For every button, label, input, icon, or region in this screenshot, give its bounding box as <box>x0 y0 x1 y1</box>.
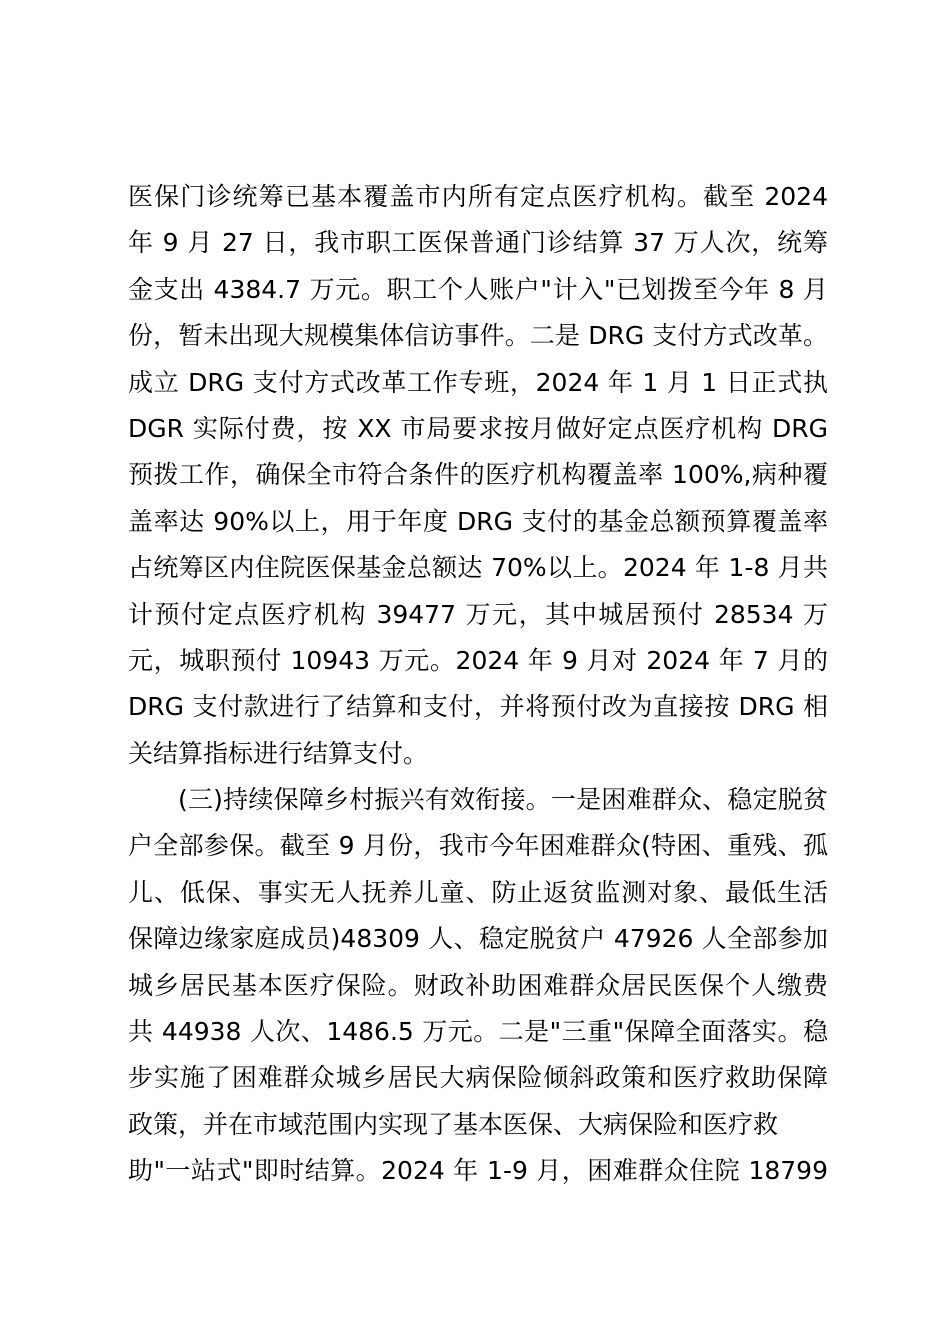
text-line: 年 9 月 27 日，我市职工医保普通门诊结算 37 万人次，统筹 <box>128 228 828 258</box>
text-line: 元，城职预付 10943 万元。2024 年 9 月对 2024 年 7 月的 <box>128 645 828 675</box>
text-line: 成立 DRG 支付方式改革工作专班，2024 年 1 月 1 日正式执 <box>128 367 828 397</box>
text-line: 户全部参保。截至 9 月份，我市今年困难群众(特困、重残、孤 <box>128 831 828 861</box>
text-line: 盖率达 90%以上，用于年度 DRG 支付的基金总额预算覆盖率 <box>128 506 828 536</box>
text-line: 计预付定点医疗机构 39477 万元，其中城居预付 28534 万 <box>128 599 828 629</box>
text-line: 预拨工作，确保全市符合条件的医疗机构覆盖率 100%,病种覆 <box>128 460 828 490</box>
text-line: 份，暂未出现大规模集体信访事件。二是 DRG 支付方式改革。 <box>128 321 828 351</box>
paragraph-end-line: 关结算指标进行结算支付。 <box>128 738 429 768</box>
text-line: 步实施了困难群众城乡居民大病保险倾斜政策和医疗救助保障 <box>128 1063 828 1093</box>
text-line: 医保门诊统筹已基本覆盖市内所有定点医疗机构。截至 2024 <box>128 182 828 211</box>
text-line: 城乡居民基本医疗保险。财政补助困难群众居民医保个人缴费 <box>128 970 828 1000</box>
text-line: 政策，并在市域范围内实现了基本医保、大病保险和医疗救 <box>128 1109 779 1139</box>
section-heading-line: (三)持续保障乡村振兴有效衔接。一是困难群众、稳定脱贫 <box>178 785 828 815</box>
text-line: 金支出 4384.7 万元。职工个人账户"计入"已划拨至今年 8 月 <box>128 274 828 304</box>
text-line: 保障边缘家庭成员)48309 人、稳定脱贫户 47926 人全部参加 <box>128 924 828 954</box>
body-text <box>128 174 828 1195</box>
text-line: 儿、低保、事实无人抚养儿童、防止返贫监测对象、最低生活 <box>128 877 828 907</box>
text-line: DGR 实际付费，按 XX 市局要求按月做好定点医疗机构 DRG <box>128 413 828 443</box>
text-line: 助"一站式"即时结算。2024 年 1-9 月，困难群众住院 18799 <box>128 1156 828 1186</box>
text-line: DRG 支付款进行了结算和支付，并将预付改为直接按 DRG 相 <box>128 692 828 722</box>
text-line: 占统筹区内住院医保基金总额达 70%以上。2024 年 1-8 月共 <box>128 553 828 583</box>
text-line: 共 44938 人次、1486.5 万元。二是"三重"保障全面落实。稳 <box>128 1017 828 1047</box>
